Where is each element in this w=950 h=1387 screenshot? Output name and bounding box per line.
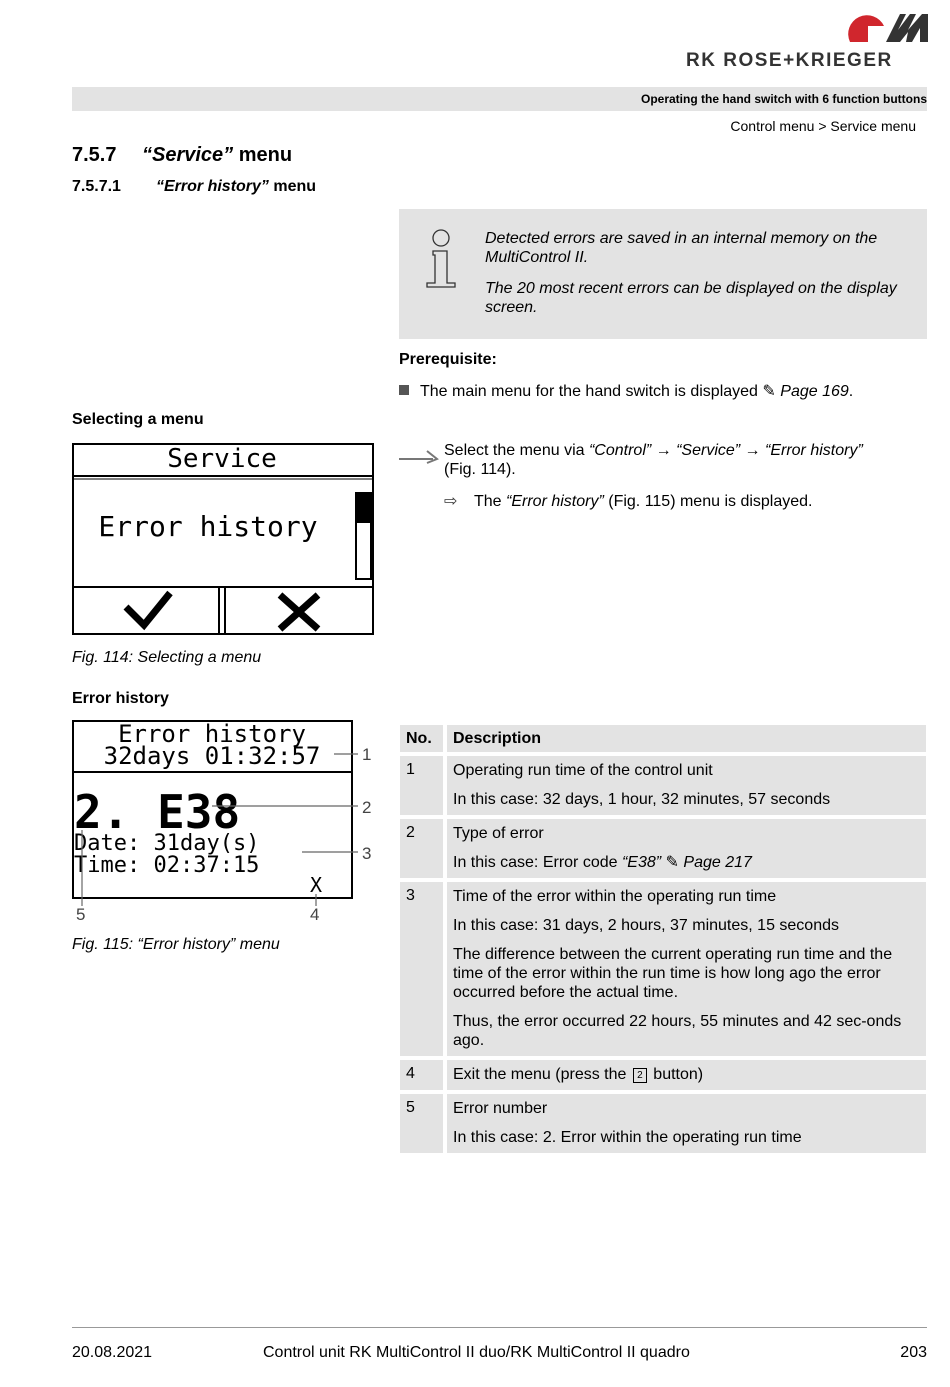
callout-1: 1 bbox=[362, 745, 372, 764]
page-ref-icon: ✎ bbox=[762, 383, 776, 400]
table-row: 4 Exit the menu (press the 2 button) bbox=[400, 1060, 926, 1090]
display-menu-item: Error history bbox=[98, 510, 318, 543]
info-text-1: Detected errors are saved in an internal memory on the MultiControl II. bbox=[485, 230, 878, 266]
selecting-menu-title: Selecting a menu bbox=[72, 411, 204, 428]
display-run-time: 32days 01:32:57 bbox=[103, 742, 321, 770]
section-heading bbox=[72, 144, 292, 167]
info-text-2: The 20 most recent errors can be displayed on the display screen. bbox=[485, 280, 897, 316]
subsection-title-quoted: “Error history” bbox=[156, 178, 269, 195]
column-header-no: No. bbox=[400, 725, 447, 752]
info-box bbox=[399, 209, 927, 339]
menu-path-arrow: → bbox=[740, 442, 765, 459]
section-number: 7.5.7 bbox=[72, 144, 117, 166]
footer-page-number: 203 bbox=[900, 1344, 927, 1361]
header-bar bbox=[72, 87, 927, 111]
prerequisite-title: Prerequisite: bbox=[399, 351, 497, 368]
instruction-result: ⇨ The “Error history” (Fig. 115) menu is displayed. bbox=[444, 493, 813, 510]
table-row: 2 Type of error In this case: Error code “E38” ✎ Page 217 bbox=[400, 819, 926, 878]
brand-name: RK ROSE+KRIEGER bbox=[686, 50, 893, 71]
table-row: 3 Time of the error within the operating run time In this case: 31 days, 2 hours, 37 minutes, 15 seconds The difference between the current operating run time and the time of the error within the run time is how long ago the error occurred before the actual time. Thus, the error occurred 22 hours, 55 minutes and 42 sec-onds ago. bbox=[400, 882, 926, 1056]
info-icon bbox=[425, 229, 459, 289]
display-error-time: Time: 02:37:15 bbox=[74, 853, 260, 878]
page-reference-link[interactable]: Page 169 bbox=[780, 383, 849, 400]
callout-5: 5 bbox=[76, 905, 86, 924]
display-error-code: 2. E38 bbox=[74, 785, 241, 839]
instruction-arrow-icon bbox=[399, 449, 439, 465]
section-title-quoted: “Service” bbox=[142, 144, 234, 166]
instruction-step: Select the menu via “Control” → “Service” → “Error history” (Fig. 114). bbox=[444, 442, 863, 478]
display-title: Service bbox=[167, 444, 277, 474]
footer-date: 20.08.2021 bbox=[72, 1344, 153, 1361]
table-row: 1 Operating run time of the control unit In this case: 32 days, 1 hour, 32 minutes, 57 seconds bbox=[400, 756, 926, 815]
prerequisite-item: The main menu for the hand switch is displayed ✎ Page 169. bbox=[399, 381, 853, 401]
display-scrollbar-thumb bbox=[356, 493, 371, 523]
page-reference-link[interactable]: Page 217 bbox=[683, 854, 752, 871]
display-title: Error history bbox=[118, 720, 306, 748]
footer-divider bbox=[72, 1327, 927, 1328]
figure-114-caption: Fig. 114: Selecting a menu bbox=[72, 649, 262, 666]
table-row: 5 Error number In this case: 2. Error within the operating run time bbox=[400, 1094, 926, 1153]
subsection-number: 7.5.7.1 bbox=[72, 178, 121, 195]
error-history-title: Error history bbox=[72, 690, 169, 707]
display-exit-mark: X bbox=[309, 873, 323, 897]
footer-document-title: Control unit RK MultiControl II duo/RK MultiControl II quadro bbox=[263, 1344, 690, 1361]
menu-path-arrow: → bbox=[651, 442, 677, 459]
button-2-icon: 2 bbox=[633, 1068, 647, 1083]
callout-4: 4 bbox=[310, 905, 320, 924]
display-error-date: Date: 31day(s) bbox=[74, 831, 260, 856]
section-title-suffix: menu bbox=[233, 144, 293, 166]
table-header-row bbox=[400, 725, 926, 752]
figure-115-caption: Fig. 115: “Error history” menu bbox=[72, 936, 280, 953]
column-header-description: Description bbox=[447, 725, 926, 752]
square-bullet-icon bbox=[399, 385, 409, 395]
subsection-heading bbox=[72, 178, 316, 196]
figure-114-display bbox=[72, 443, 374, 635]
subsection-title-suffix: menu bbox=[268, 178, 317, 195]
result-arrow-icon: ⇨ bbox=[444, 493, 458, 510]
callout-2: 2 bbox=[362, 798, 372, 817]
page-ref-icon: ✎ bbox=[665, 854, 679, 871]
figure-115-display bbox=[72, 720, 377, 925]
brand-logo-icon bbox=[848, 8, 928, 44]
description-table bbox=[400, 721, 926, 1157]
callout-3: 3 bbox=[362, 844, 372, 863]
breadcrumb: Control menu > Service menu bbox=[730, 118, 916, 134]
header-section-title: Operating the hand switch with 6 function buttons bbox=[641, 92, 927, 106]
